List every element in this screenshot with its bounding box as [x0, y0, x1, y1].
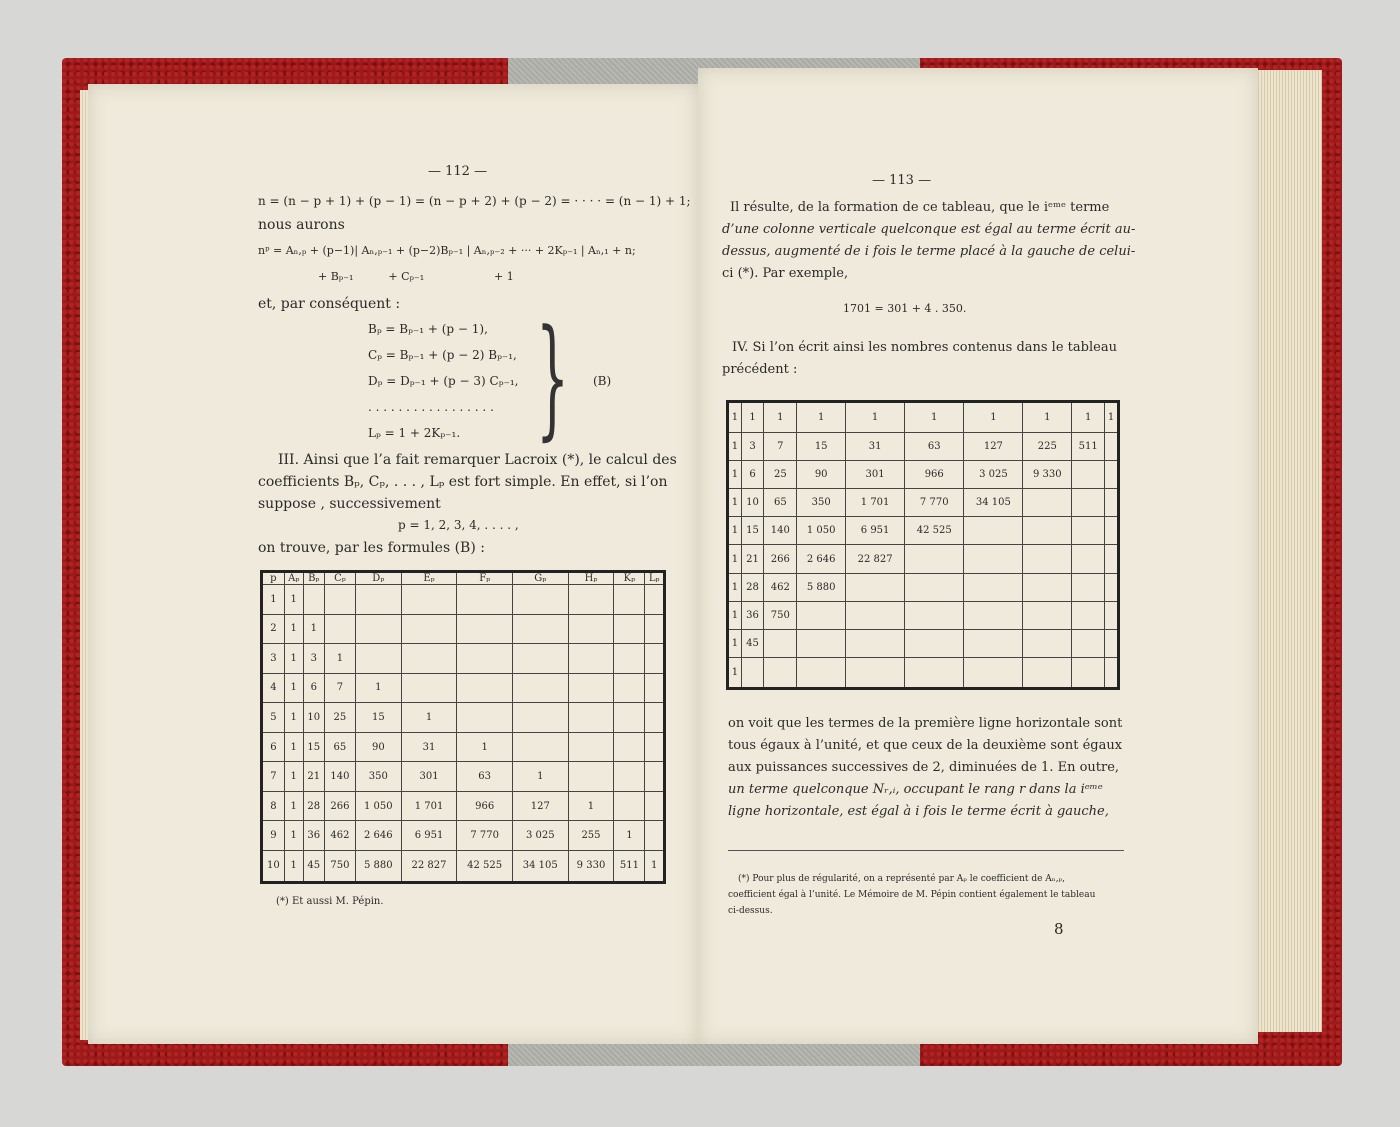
- text-line: nous aurons: [258, 217, 345, 233]
- table-cell: 28: [741, 573, 764, 601]
- table-cell: 3 025: [512, 821, 568, 851]
- table-cell: [905, 601, 964, 629]
- table-cell: [401, 673, 457, 703]
- table-cell: [614, 673, 645, 703]
- table-cell: [1105, 573, 1119, 601]
- signature-mark: 8: [1054, 920, 1064, 938]
- table-cell: 2 646: [355, 821, 401, 851]
- paragraph-line: p = 1, 2, 3, 4, . . . . ,: [398, 518, 519, 532]
- formula-label: (B): [593, 374, 612, 388]
- table-cell: [1105, 517, 1119, 545]
- table-cell: 21: [741, 545, 764, 573]
- paragraph-line: coefficients Bₚ, Cₚ, . . . , Lₚ est fort simple. En effet, si l’on: [258, 474, 668, 490]
- table-cell: [1023, 517, 1072, 545]
- table-cell: 7: [324, 673, 355, 703]
- table-header-cell: Aₚ: [284, 572, 303, 585]
- table-cell: [645, 732, 665, 762]
- table-cell: 1 050: [797, 517, 846, 545]
- table-row: [728, 517, 1119, 545]
- table-cell: [846, 658, 905, 689]
- table-cell: [1072, 460, 1105, 488]
- paragraph-line: d’une colonne verticale quelconque est égal au terme écrit au-: [722, 222, 1136, 237]
- formula-b: Bₚ = Bₚ₋₁ + (p − 1),: [368, 322, 488, 336]
- table-cell: 3: [303, 644, 324, 674]
- formula-l: Lₚ = 1 + 2Kₚ₋₁.: [368, 426, 461, 440]
- table-cell: 1: [324, 644, 355, 674]
- table-cell: 1 701: [846, 489, 905, 517]
- table-cell: 1: [284, 644, 303, 674]
- table-cell: 1: [741, 402, 764, 433]
- table-cell: 1: [568, 791, 614, 821]
- table-cell: 15: [741, 517, 764, 545]
- table-cell: 140: [324, 762, 355, 792]
- table-cell: 3: [262, 644, 285, 674]
- table-cell: 10: [262, 850, 285, 882]
- table-cell: [1105, 658, 1119, 689]
- formula-d: Dₚ = Dₚ₋₁ + (p − 3) Cₚ₋₁,: [368, 374, 519, 388]
- table-header-cell: p: [262, 572, 285, 585]
- table-cell: 9: [262, 821, 285, 851]
- table-cell: [401, 585, 457, 615]
- table-cell: 1: [645, 850, 665, 882]
- table-cell: [645, 821, 665, 851]
- table-row: [262, 791, 665, 821]
- table-header-cell: Fₚ: [457, 572, 513, 585]
- table-row: [262, 673, 665, 703]
- table-cell: 7 770: [905, 489, 964, 517]
- table-cell: [1023, 489, 1072, 517]
- table-cell: 1 701: [401, 791, 457, 821]
- table-cell: [797, 601, 846, 629]
- table-cell: [645, 791, 665, 821]
- table-cell: [1072, 630, 1105, 658]
- formula-dots: . . . . . . . . . . . . . . . . .: [368, 400, 494, 414]
- text-line: et, par conséquent :: [258, 296, 401, 312]
- table-header-row: [262, 572, 665, 585]
- table-cell: [645, 585, 665, 615]
- table-cell: [568, 673, 614, 703]
- table-cell: [401, 614, 457, 644]
- table-cell: 1: [728, 545, 742, 573]
- table-cell: [645, 703, 665, 733]
- table-cell: 45: [303, 850, 324, 882]
- table-cell: 63: [905, 432, 964, 460]
- table-cell: 6 951: [846, 517, 905, 545]
- table-cell: [401, 644, 457, 674]
- table-cell: 1: [355, 673, 401, 703]
- table-cell: [512, 732, 568, 762]
- table-cell: 225: [1023, 432, 1072, 460]
- table-cell: 301: [401, 762, 457, 792]
- page-number: — 113 —: [872, 173, 932, 188]
- table-cell: 127: [964, 432, 1023, 460]
- paragraph-line: précédent :: [722, 362, 798, 377]
- table-cell: [797, 630, 846, 658]
- table-cell: 6: [262, 732, 285, 762]
- table-cell: 1: [614, 821, 645, 851]
- table-header-cell: Hₚ: [568, 572, 614, 585]
- equation-main: nᵖ = Aₙ,ₚ + (p−1)| Aₙ,ₚ₋₁ + (p−2)Bₚ₋₁ | Aₙ,ₚ₋₂ + ··· + 2Kₚ₋₁ | Aₙ,₁ + n;: [258, 244, 636, 257]
- table-cell: [1105, 460, 1119, 488]
- paragraph-line: dessus, augmenté de i fois le terme placé à la gauche de celui-: [722, 244, 1136, 259]
- table-header-cell: Dₚ: [355, 572, 401, 585]
- table-cell: [1105, 545, 1119, 573]
- paragraph-line: IV. Si l’on écrit ainsi les nombres contenus dans le tableau: [732, 340, 1117, 355]
- table-cell: [846, 601, 905, 629]
- table-cell: 266: [764, 545, 797, 573]
- table-cell: [846, 630, 905, 658]
- table-cell: [964, 630, 1023, 658]
- table-cell: 22 827: [401, 850, 457, 882]
- table-cell: 255: [568, 821, 614, 851]
- table-cell: [764, 658, 797, 689]
- table-cell: 3: [741, 432, 764, 460]
- table-cell: 9 330: [568, 850, 614, 882]
- table-cell: [645, 762, 665, 792]
- table-cell: 31: [401, 732, 457, 762]
- table-cell: 1: [284, 821, 303, 851]
- right-brace: }: [536, 301, 570, 453]
- table-cell: [1072, 601, 1105, 629]
- table-cell: 127: [512, 791, 568, 821]
- table-cell: [457, 703, 513, 733]
- table-cell: 1: [728, 517, 742, 545]
- table-cell: [1072, 489, 1105, 517]
- table-cell: [797, 658, 846, 689]
- table-cell: 8: [262, 791, 285, 821]
- table-cell: 1: [284, 585, 303, 615]
- table-cell: 90: [797, 460, 846, 488]
- table-cell: 1: [728, 489, 742, 517]
- table-cell: 1: [728, 402, 742, 433]
- table-cell: [568, 585, 614, 615]
- table-cell: 6: [741, 460, 764, 488]
- table-cell: [964, 601, 1023, 629]
- paragraph-line: Il résulte, de la formation de ce tableau, que le iᵉᵐᵉ terme: [730, 200, 1110, 215]
- table-row: [728, 658, 1119, 689]
- table-header-cell: Cₚ: [324, 572, 355, 585]
- table-row: [262, 585, 665, 615]
- table-cell: 36: [303, 821, 324, 851]
- table-row: [728, 460, 1119, 488]
- page-number: — 112 —: [428, 164, 488, 179]
- table-cell: 65: [324, 732, 355, 762]
- table-cell: 5: [262, 703, 285, 733]
- table-cell: [512, 703, 568, 733]
- table-cell: 1: [284, 850, 303, 882]
- table-cell: 1: [905, 402, 964, 433]
- table-cell: 7: [764, 432, 797, 460]
- table-cell: 2: [262, 614, 285, 644]
- table-cell: [1072, 545, 1105, 573]
- table-cell: 1: [512, 762, 568, 792]
- equation-sub: + Bₚ₋₁ + Cₚ₋₁ + 1: [318, 270, 514, 283]
- table-cell: [1105, 601, 1119, 629]
- table-cell: 42 525: [457, 850, 513, 882]
- paragraph-line: un terme quelconque Nᵣ,ᵢ, occupant le rang r dans la iᵉᵐᵉ: [728, 782, 1103, 797]
- table-cell: 1: [728, 432, 742, 460]
- table-cell: 1: [846, 402, 905, 433]
- table-row: [262, 614, 665, 644]
- table-cell: [303, 585, 324, 615]
- table-cell: [457, 614, 513, 644]
- table-row: [728, 601, 1119, 629]
- table-cell: [905, 573, 964, 601]
- table-row: [262, 703, 665, 733]
- table-cell: [964, 573, 1023, 601]
- table-cell: 5 880: [355, 850, 401, 882]
- table-cell: [964, 517, 1023, 545]
- coefficients-table: [260, 570, 666, 884]
- table-cell: [614, 644, 645, 674]
- table-cell: [1072, 517, 1105, 545]
- table-cell: 1: [262, 585, 285, 615]
- table-cell: 750: [764, 601, 797, 629]
- table-cell: [614, 732, 645, 762]
- table-cell: 5 880: [797, 573, 846, 601]
- table-cell: 3 025: [964, 460, 1023, 488]
- example-equation: 1701 = 301 + 4 . 350.: [843, 302, 967, 315]
- table-row: [262, 732, 665, 762]
- table-cell: 90: [355, 732, 401, 762]
- table-cell: 1: [728, 601, 742, 629]
- table-cell: 1: [964, 402, 1023, 433]
- table-header-cell: Lₚ: [645, 572, 665, 585]
- table-cell: [512, 673, 568, 703]
- table-cell: 1: [728, 658, 742, 689]
- table-cell: 140: [764, 517, 797, 545]
- table-cell: [324, 614, 355, 644]
- table-row: [728, 630, 1119, 658]
- table-cell: [568, 614, 614, 644]
- table-cell: 1: [1105, 402, 1119, 433]
- table-cell: [964, 545, 1023, 573]
- table-cell: 1 050: [355, 791, 401, 821]
- table-cell: [614, 614, 645, 644]
- table-header-cell: Eₚ: [401, 572, 457, 585]
- table-row: [728, 489, 1119, 517]
- table-cell: 36: [741, 601, 764, 629]
- table-cell: [614, 585, 645, 615]
- table-cell: 966: [905, 460, 964, 488]
- triangle-table: [726, 400, 1120, 690]
- table-cell: 1: [284, 762, 303, 792]
- table-cell: [741, 658, 764, 689]
- table-cell: 15: [797, 432, 846, 460]
- table-cell: [1023, 658, 1072, 689]
- table-cell: 6: [303, 673, 324, 703]
- table-cell: 9 330: [1023, 460, 1072, 488]
- table-cell: [457, 644, 513, 674]
- table-cell: 1: [401, 703, 457, 733]
- table-cell: [512, 614, 568, 644]
- table-row: [728, 432, 1119, 460]
- table-cell: [964, 658, 1023, 689]
- table-header-cell: Bₚ: [303, 572, 324, 585]
- equation-line: n = (n − p + 1) + (p − 1) = (n − p + 2) + (p − 2) = · · · · = (n − 1) + 1;: [258, 194, 691, 208]
- table-cell: [905, 630, 964, 658]
- table-cell: 511: [1072, 432, 1105, 460]
- table-cell: [905, 545, 964, 573]
- table-cell: [457, 673, 513, 703]
- table-cell: 45: [741, 630, 764, 658]
- table-cell: [614, 762, 645, 792]
- table-cell: [324, 585, 355, 615]
- table-cell: 4: [262, 673, 285, 703]
- table-cell: [1023, 573, 1072, 601]
- table-row: [262, 850, 665, 882]
- table-cell: 7 770: [457, 821, 513, 851]
- paragraph-line: ci (*). Par exemple,: [722, 266, 849, 281]
- table-cell: [355, 644, 401, 674]
- table-cell: [512, 644, 568, 674]
- table-cell: [355, 614, 401, 644]
- table-cell: 21: [303, 762, 324, 792]
- table-cell: [1105, 630, 1119, 658]
- table-cell: 511: [614, 850, 645, 882]
- table-cell: 25: [324, 703, 355, 733]
- formula-c: Cₚ = Bₚ₋₁ + (p − 2) Bₚ₋₁,: [368, 348, 517, 362]
- right-page: [698, 68, 1258, 1044]
- table-cell: [645, 614, 665, 644]
- table-cell: [568, 732, 614, 762]
- table-row: [262, 762, 665, 792]
- footnote: (*) Et aussi M. Pépin.: [276, 896, 384, 907]
- table-cell: 15: [303, 732, 324, 762]
- table-cell: 1: [284, 703, 303, 733]
- table-cell: 63: [457, 762, 513, 792]
- table-cell: 34 105: [512, 850, 568, 882]
- table-cell: 1: [1023, 402, 1072, 433]
- table-cell: 28: [303, 791, 324, 821]
- table-cell: 1: [1072, 402, 1105, 433]
- table-cell: 6 951: [401, 821, 457, 851]
- table-cell: [568, 644, 614, 674]
- table-row: [728, 402, 1119, 433]
- table-cell: 1: [764, 402, 797, 433]
- table-cell: [645, 673, 665, 703]
- table-cell: [846, 573, 905, 601]
- table-cell: 25: [764, 460, 797, 488]
- table-cell: [614, 791, 645, 821]
- paragraph-line: aux puissances successives de 2, diminuées de 1. En outre,: [728, 760, 1120, 775]
- table-cell: 462: [324, 821, 355, 851]
- table-cell: 15: [355, 703, 401, 733]
- table-cell: [1105, 489, 1119, 517]
- paragraph-line: ligne horizontale, est égal à i fois le terme écrit à gauche,: [728, 804, 1109, 819]
- table-cell: [1023, 601, 1072, 629]
- table-cell: [512, 585, 568, 615]
- table-cell: [355, 585, 401, 615]
- table-cell: 1: [284, 614, 303, 644]
- footnote-line: coefficient égal à l’unité. Le Mémoire de M. Pépin contient également le tableau: [728, 890, 1096, 900]
- table-cell: 1: [303, 614, 324, 644]
- table-cell: 1: [284, 791, 303, 821]
- table-cell: 1: [797, 402, 846, 433]
- table-cell: [457, 585, 513, 615]
- table-cell: [1023, 545, 1072, 573]
- table-cell: 1: [284, 673, 303, 703]
- table-cell: 301: [846, 460, 905, 488]
- table-cell: 462: [764, 573, 797, 601]
- table-row: [728, 545, 1119, 573]
- table-cell: [905, 658, 964, 689]
- table-cell: 34 105: [964, 489, 1023, 517]
- table-cell: [764, 630, 797, 658]
- table-cell: 966: [457, 791, 513, 821]
- table-cell: 1: [728, 460, 742, 488]
- paragraph-line: suppose , successivement: [258, 496, 441, 512]
- footnote-rule: [728, 850, 1124, 851]
- footnote-line: ci-dessus.: [728, 906, 773, 916]
- paragraph-line: on trouve, par les formules (B) :: [258, 540, 485, 556]
- paragraph-line: III. Ainsi que l’a fait remarquer Lacroix (*), le calcul des: [278, 452, 677, 468]
- table-cell: 10: [303, 703, 324, 733]
- table-cell: 31: [846, 432, 905, 460]
- table-header-cell: Kₚ: [614, 572, 645, 585]
- table-cell: 65: [764, 489, 797, 517]
- table-cell: 1: [728, 630, 742, 658]
- table-cell: [1023, 630, 1072, 658]
- table-cell: 7: [262, 762, 285, 792]
- table-cell: 2 646: [797, 545, 846, 573]
- footnote-line: (*) Pour plus de régularité, on a représenté par Aₚ le coefficient de Aₙ,ₚ,: [738, 874, 1066, 884]
- table-row: [262, 644, 665, 674]
- paragraph-line: on voit que les termes de la première ligne horizontale sont: [728, 716, 1123, 731]
- left-page: [88, 84, 699, 1044]
- table-cell: 22 827: [846, 545, 905, 573]
- table-cell: 1: [457, 732, 513, 762]
- table-cell: 350: [797, 489, 846, 517]
- table-cell: [1072, 573, 1105, 601]
- table-cell: [568, 703, 614, 733]
- table-cell: 266: [324, 791, 355, 821]
- table-cell: [614, 703, 645, 733]
- table-cell: 10: [741, 489, 764, 517]
- table-cell: [1072, 658, 1105, 689]
- table-cell: [645, 644, 665, 674]
- table-cell: [1105, 432, 1119, 460]
- table-cell: 42 525: [905, 517, 964, 545]
- table-cell: [568, 762, 614, 792]
- table-cell: 1: [284, 732, 303, 762]
- table-row: [728, 573, 1119, 601]
- table-cell: 1: [728, 573, 742, 601]
- table-row: [262, 821, 665, 851]
- table-cell: 350: [355, 762, 401, 792]
- table-header-cell: Gₚ: [512, 572, 568, 585]
- table-cell: 750: [324, 850, 355, 882]
- paragraph-line: tous égaux à l’unité, et que ceux de la deuxième sont égaux: [728, 738, 1123, 753]
